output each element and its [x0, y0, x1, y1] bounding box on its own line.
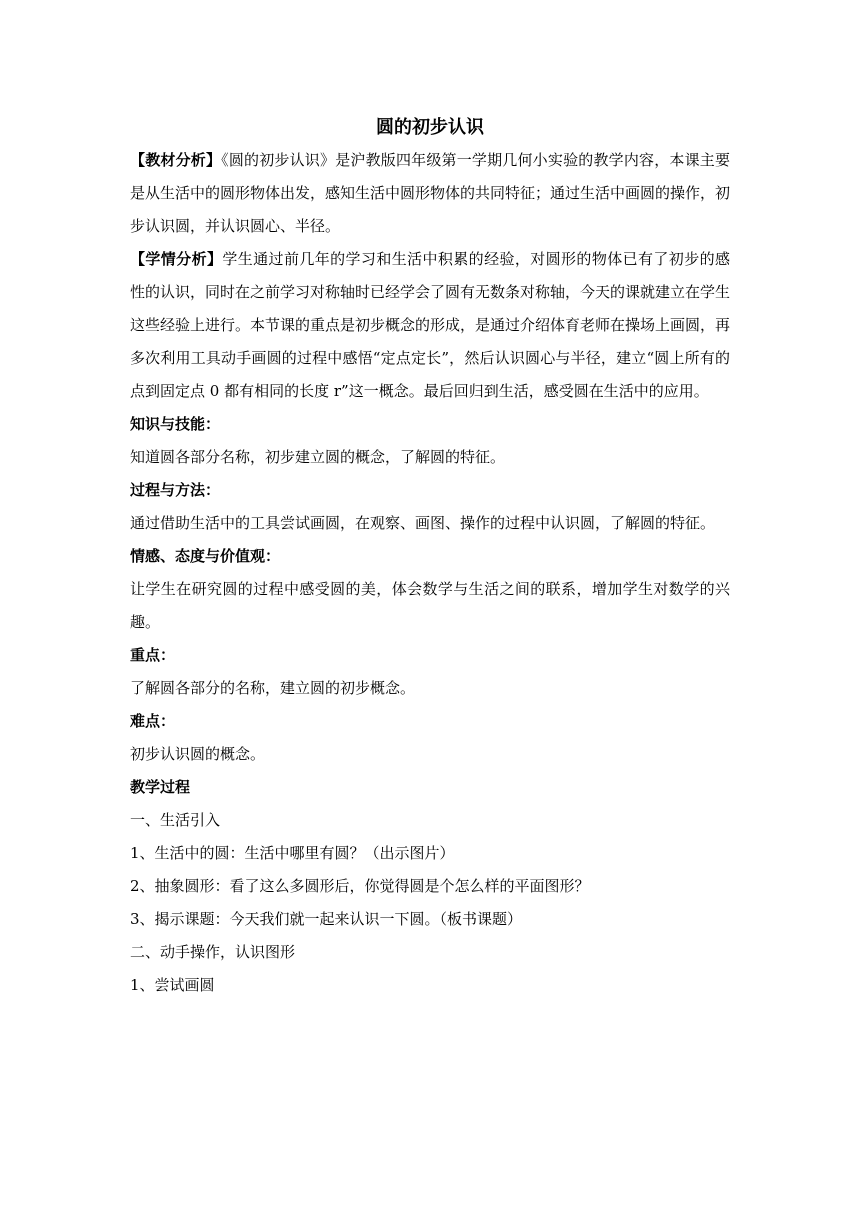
step-line: 一、生活引入 [130, 811, 221, 829]
step-line: 1、尝试画圆 [130, 976, 215, 994]
teaching-process-heading: 教学过程 [130, 778, 191, 796]
knowledge-text: 知道圆各部分名称，初步建立圆的概念，了解圆的特征。 [130, 448, 506, 466]
material-analysis-paragraph [130, 144, 730, 243]
document-title: 圆的初步认识 [376, 117, 484, 138]
process-heading: 过程与方法： [130, 481, 221, 499]
difficulty-text: 初步认识圆的概念。 [130, 745, 266, 763]
process-text: 通过借助生活中的工具尝试画圆，在观察、画图、操作的过程中认识圆，了解圆的特征。 [130, 514, 716, 532]
emotion-heading: 情感、态度与价值观： [130, 547, 281, 565]
document-page [130, 112, 730, 1002]
emotion-text: 让学生在研究圆的过程中感受圆的美，体会数学与生活之间的联系，增加学生对数学的兴趣。 [130, 580, 730, 631]
difficulty-heading: 难点： [130, 712, 176, 730]
student-analysis-paragraph [130, 243, 730, 408]
material-analysis-label: 【教材分析】 [130, 151, 222, 169]
key-point-heading: 重点： [130, 646, 176, 664]
knowledge-heading: 知识与技能： [130, 415, 221, 433]
student-analysis-label: 【学情分析】 [130, 250, 223, 268]
step-line: 1、生活中的圆：生活中哪里有圆？（出示图片） [130, 844, 455, 862]
step-line: 2、抽象圆形：看了这么多圆形后，你觉得圆是个怎么样的平面图形？ [130, 877, 590, 895]
step-line: 二、动手操作，认识图形 [130, 943, 296, 961]
key-point-text: 了解圆各部分的名称，建立圆的初步概念。 [130, 679, 416, 697]
student-analysis-text: 学生通过前几年的学习和生活中积累的经验，对圆形的物体已有了初步的感性的认识，同时在之前学习对称轴时已经学会了圆有无数条对称轴，今天的课就建立在学生这些经验上进行。本节课的重点是初步概念的形成，是通过介绍体育老师在操场上画圆，再多次利用工具动手画圆的过程中感悟“定点定长”，然后认识圆心与半径，建立“圆上所有的点到固定点 0 都有相同的长度 r”这一概念。最后回归到生活，感受圆在生活中的应用。 [130, 250, 731, 400]
material-analysis-text: 《圆的初步认识》是沪教版四年级第一学期几何小实验的教学内容，本课主要是从生活中的圆形物体出发，感知生活中圆形物体的共同特征；通过生活中画圆的操作，初步认识圆，并认识圆心、半径。 [130, 151, 731, 235]
step-line: 3、揭示课题：今天我们就一起来认识一下圆。（板书课题） [130, 910, 523, 928]
